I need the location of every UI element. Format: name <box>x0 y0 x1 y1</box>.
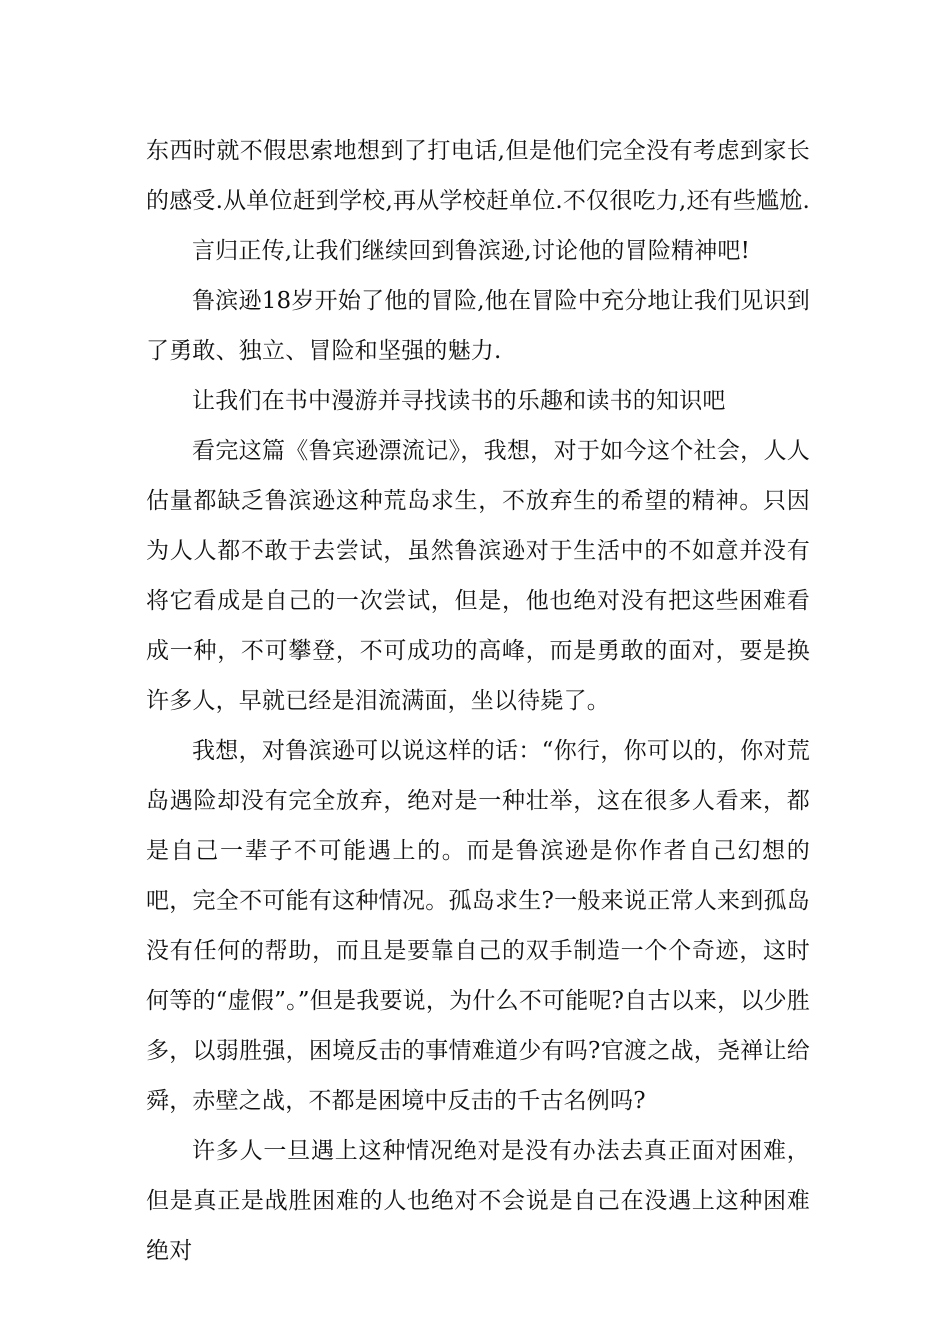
paragraph-2: 言归正传,让我们继续回到鲁滨逊,讨论他的冒险精神吧! <box>192 238 751 264</box>
paragraph-7: 许多人一旦遇上这种情况绝对是没有办法去真正面对困难，但是真正是战胜困难的人也绝对不会说是自己在没遇上这种困难绝对 <box>146 1138 810 1264</box>
paragraph-5: 看完这篇《鲁宾逊漂流记》，我想，对于如今这个社会，人人估量都缺乏鲁滨逊这种荒岛求生，不放弃生的希望的精神。只因为人人都不敢于去尝试，虽然鲁滨逊对于生活中的不如意并没有将它看成是自己的一次尝试，但是，他也绝对没有把这些困难看成一种，不可攀登，不可成功的高峰，而是勇敢的面对，要是换许多人，早就已经是泪流满面，坐以待毙了。 <box>146 438 810 714</box>
paragraph-6: 我想，对鲁滨逊可以说这样的话：“你行，你可以的，你对荒岛遇险却没有完全放弃，绝对是一种壮举，这在很多人看来，都是自己一辈子不可能遇上的。而是鲁滨逊是你作者自己幻想的吧，完全不可能有这种情况。孤岛求生?一般来说正常人来到孤岛没有任何的帮助，而且是要靠自己的双手制造一个个奇迹，这时何等的“虚假”。”但是我要说，为什么不可能呢?自古以来，以少胜多，以弱胜强，困境反击的事情难道少有吗?官渡之战，尧禅让给舜，赤壁之战，不都是困境中反击的千古名例吗? <box>146 738 810 1114</box>
document-body <box>146 126 810 1276</box>
paragraph-4: 让我们在书中漫游并寻找读书的乐趣和读书的知识吧 <box>192 388 726 414</box>
paragraph-1: 东西时就不假思索地想到了打电话,但是他们完全没有考虑到家长的感受.从单位赶到学校,再从学校赶单位.不仅很吃力,还有些尴尬. <box>146 138 810 214</box>
paragraph-3: 鲁滨逊18岁开始了他的冒险,他在冒险中充分地让我们见识到了勇敢、独立、冒险和坚强的魅力. <box>146 288 810 364</box>
